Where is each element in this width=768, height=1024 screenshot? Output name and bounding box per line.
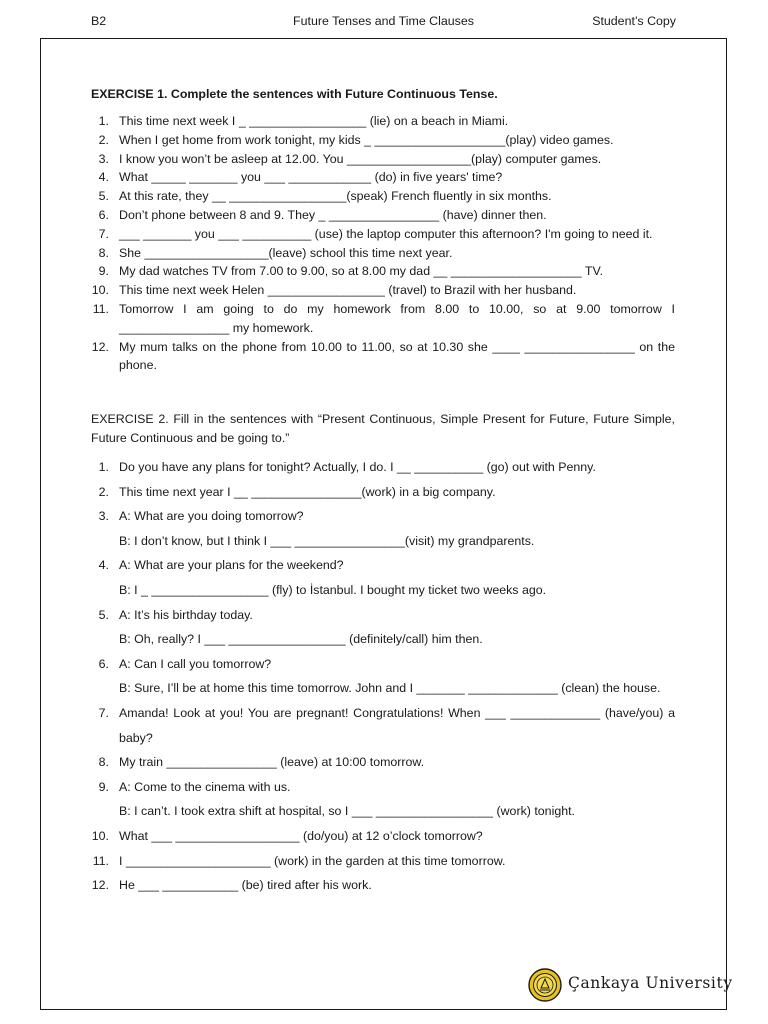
dialogue-line: B: I _ _________________ (fly) to İstanbul. I bought my ticket two weeks ago. bbox=[119, 582, 547, 597]
exercise2-item bbox=[91, 750, 675, 775]
copy-label: Student’s Copy bbox=[592, 14, 676, 28]
item-number: 10. bbox=[91, 283, 109, 298]
exercise2-item bbox=[91, 775, 675, 824]
item-number: 9. bbox=[98, 264, 109, 279]
dialogue-line: A: It’s his birthday today. bbox=[119, 607, 253, 622]
item-text: Don’t phone between 8 and 9. They _ ________________ (have) dinner then. bbox=[119, 207, 547, 222]
item-text: At this rate, they __ _________________(speak) French fluently in six months. bbox=[119, 189, 552, 204]
exercise1-item bbox=[91, 187, 675, 206]
item-text: What ___ __________________ (do/you) at 12 o’clock tomorrow? bbox=[119, 828, 483, 843]
item-number: 12. bbox=[91, 878, 109, 893]
item-text: What _____ _______ you ___ ____________ (do) in five years' time? bbox=[119, 170, 503, 185]
item-number: 3. bbox=[98, 509, 109, 524]
exercise1-item bbox=[91, 206, 675, 225]
exercise1-item bbox=[91, 338, 675, 376]
item-text: ___ _______ you ___ __________ (use) the laptop computer this afternoon? I'm going to need it. bbox=[119, 226, 653, 241]
item-number: 5. bbox=[98, 607, 109, 622]
exercise1-item bbox=[91, 225, 675, 244]
item-number: 1. bbox=[98, 460, 109, 474]
university-logo bbox=[528, 967, 733, 1003]
exercise2-item bbox=[91, 824, 675, 849]
item-text: Amanda! Look at you! You are pregnant! Congratulations! When ___ _____________ (have/you) a baby? bbox=[119, 705, 675, 745]
item-number: 6. bbox=[98, 207, 109, 222]
exercise2-item bbox=[91, 455, 675, 480]
item-number: 7. bbox=[98, 226, 109, 241]
item-number: 7. bbox=[98, 705, 109, 720]
exercise2-item bbox=[91, 480, 675, 505]
item-number: 11. bbox=[92, 301, 109, 316]
exercise1-item bbox=[91, 300, 675, 338]
item-text: He ___ ___________ (be) tired after his work. bbox=[119, 878, 372, 893]
item-number: 9. bbox=[98, 779, 109, 794]
exercise1-item bbox=[91, 244, 675, 263]
exercise2-item bbox=[91, 603, 675, 652]
item-number: 8. bbox=[98, 755, 109, 770]
university-seal-icon bbox=[528, 968, 562, 1002]
item-number: 11. bbox=[92, 853, 109, 868]
exercise2-item bbox=[91, 553, 675, 602]
exercise1-title: EXERCISE 1. Complete the sentences with Future Continuous Tense. bbox=[91, 87, 498, 101]
document-title: Future Tenses and Time Clauses bbox=[293, 14, 474, 28]
item-number: 6. bbox=[98, 656, 109, 671]
dialogue-line: B: I can’t. I took extra shift at hospital, so I ___ _________________ (work) tonight. bbox=[119, 804, 575, 819]
exercise2-item bbox=[91, 873, 675, 898]
item-text: When I get home from work tonight, my kids _ ___________________(play) video games. bbox=[119, 132, 614, 147]
item-text: I know you won’t be asleep at 12.00. You __________________(play) computer games. bbox=[119, 151, 602, 166]
item-text: This time next week I _ _________________ (lie) on a beach in Miami. bbox=[119, 114, 509, 128]
item-text: I _____________________ (work) in the garden at this time tomorrow. bbox=[119, 853, 506, 868]
dialogue-line: A: What are your plans for the weekend? bbox=[119, 558, 344, 573]
item-text: Tomorrow I am going to do my homework from 8.00 to 10.00, so at 9.00 tomorrow I ________________ my homework. bbox=[119, 301, 675, 335]
item-text: My dad watches TV from 7.00 to 9.00, so at 8.00 my dad __ ___________________ TV. bbox=[119, 264, 604, 279]
dialogue-line: A: What are you doing tomorrow? bbox=[119, 509, 304, 524]
item-text: She __________________(leave) school this time next year. bbox=[119, 245, 453, 260]
item-text: This time next week Helen _________________ (travel) to Brazil with her husband. bbox=[119, 283, 577, 298]
item-number: 4. bbox=[98, 170, 109, 185]
dialogue-line: A: Can I call you tomorrow? bbox=[119, 656, 272, 671]
dialogue-line: B: I don’t know, but I think I ___ ________________(visit) my grandparents. bbox=[119, 533, 535, 548]
exercise1-list bbox=[91, 112, 675, 375]
item-number: 10. bbox=[91, 828, 109, 843]
exercise2-title: EXERCISE 2. Fill in the sentences with “Present Continuous, Simple Present for Future, Future Simple, Future Continuous and be going to.” bbox=[91, 412, 675, 445]
exercise2-item bbox=[91, 849, 675, 874]
exercise1-item bbox=[91, 112, 675, 131]
item-number: 1. bbox=[98, 114, 109, 128]
university-name: Çankaya University bbox=[568, 974, 733, 992]
item-text: This time next year I __ ________________(work) in a big company. bbox=[119, 484, 496, 499]
dialogue-line: A: Come to the cinema with us. bbox=[119, 779, 291, 794]
item-number: 8. bbox=[98, 245, 109, 260]
item-number: 2. bbox=[98, 132, 109, 147]
exercise2-item bbox=[91, 504, 675, 553]
exercise1-item bbox=[91, 262, 675, 281]
exercise2-list bbox=[91, 455, 675, 898]
dialogue-line: B: Oh, really? I ___ _________________ (definitely/call) him then. bbox=[119, 632, 483, 647]
item-text: My mum talks on the phone from 10.00 to 11.00, so at 10.30 she ____ ________________ on the phone. bbox=[119, 339, 675, 373]
item-text: Do you have any plans for tonight? Actually, I do. I __ __________ (go) out with Penny. bbox=[119, 460, 596, 474]
item-number: 12. bbox=[91, 339, 109, 354]
item-number: 2. bbox=[98, 484, 109, 499]
exercise2-item bbox=[91, 701, 675, 750]
item-text: My train ________________ (leave) at 10:00 tomorrow. bbox=[119, 755, 425, 770]
page-header bbox=[91, 14, 676, 32]
exercise1-item bbox=[91, 168, 675, 187]
exercise2-item bbox=[91, 652, 675, 701]
exercise1-item bbox=[91, 131, 675, 150]
dialogue-line: B: Sure, I’ll be at home this time tomorrow. John and I _______ _____________ (clean) the house. bbox=[119, 681, 661, 696]
level-label: B2 bbox=[91, 14, 107, 28]
item-number: 4. bbox=[98, 558, 109, 573]
exercise1-item bbox=[91, 150, 675, 169]
item-number: 3. bbox=[98, 151, 109, 166]
exercise1-item bbox=[91, 281, 675, 300]
item-number: 5. bbox=[98, 189, 109, 204]
